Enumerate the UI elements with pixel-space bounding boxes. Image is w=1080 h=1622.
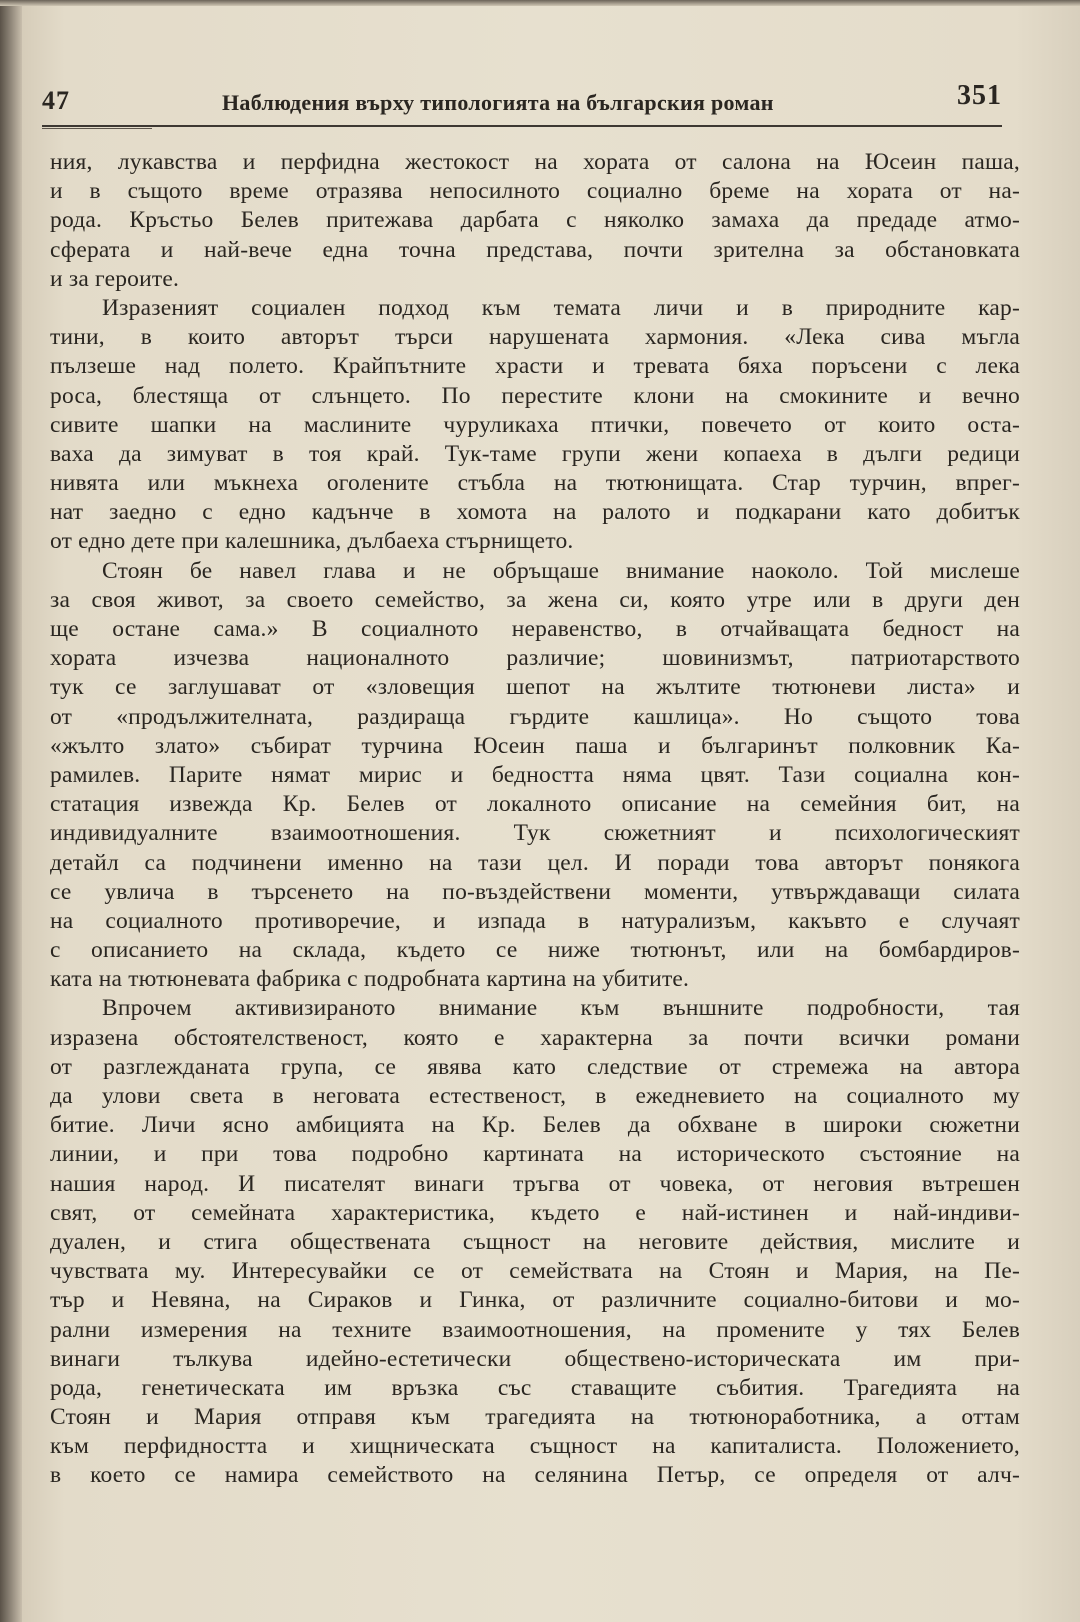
text-line: винаги тълкува идейно-естетически обществено-историческата им при- <box>50 1345 1020 1372</box>
text-line: нат заедно с едно кадънче в хомота на ралото и подкарани като добитък <box>50 499 1020 526</box>
text-line: рални измерения на техните взаимоотношения, на промените у тях Белев <box>50 1316 1020 1343</box>
page-number-left: 47 <box>42 86 70 115</box>
text-line: и за героите. <box>50 265 180 292</box>
text-line: към перфидността и хищническата същност на капиталиста. Положението, <box>50 1433 1020 1460</box>
text-line: «жълто злато» събират турчина Юсеин паша и българинът полковник Ка- <box>50 732 1020 759</box>
text-line: линии, и при това подробно картината на историческото състояние на <box>50 1141 1020 1168</box>
text-line: от едно дете при калешника, дълбаеха стърнището. <box>50 528 574 555</box>
text-line: за своя живот, за своето семейство, за жена си, която утре или в други ден <box>50 586 1020 613</box>
text-line: тук се заглушават от «зловещия шепот на жълтите тютюневи листа» и <box>50 674 1020 701</box>
text-line: индивидуалните взаимоотношения. Тук сюжетният и психологическият <box>50 820 1020 847</box>
text-line: детайл са подчинени именно на тази цел. И поради това авторът понякога <box>50 849 1020 876</box>
text-line: хората изчезва националното различие; шовинизмът, патриотарството <box>50 645 1020 672</box>
text-line: рода. Кръстьо Белев притежава дарбата с няколко замаха да предаде атмо- <box>50 207 1020 234</box>
text-line: ще остане сама.» В социалното неравенство, в отчайващата бедност на <box>50 616 1020 642</box>
text-line: рода, генетическата им връзка със ставащите събития. Трагедията на <box>50 1374 1020 1401</box>
text-line: ката на тютюневата фабрика с подробната картина на убитите. <box>50 966 690 993</box>
text-line: статация извежда Кр. Белев от локалното описание на семейния бит, на <box>50 791 1020 818</box>
text-line: тър и Невяна, на Сираков и Гинка, от различните социално-битови и мо- <box>50 1287 1020 1314</box>
header-rule-underline <box>42 128 152 129</box>
page-number-right: 351 <box>957 80 1002 111</box>
text-line: нивята или мъкнеха оголените стъбла на тютюнищата. Стар турчин, впрег- <box>50 470 1020 497</box>
text-line: изразена обстоятелственост, която е характерна за почти всички романи <box>50 1024 1020 1051</box>
text-line: от разглежданата група, се явява като следствие от стремежа на автора <box>50 1053 1020 1080</box>
text-line: нашия народ. И писателят винаги тръгва от човека, от неговия вътрешен <box>50 1170 1020 1197</box>
text-line: Изразеният социален подход към темата личи и в природните кар- <box>102 294 1020 321</box>
text-line: в което се намира семейството на селянина Петър, се определя от алч- <box>50 1462 1020 1489</box>
text-line: рамилев. Парите нямат мирис и бедността няма цвят. Тази социална кон- <box>50 761 1020 788</box>
text-line: Стоян бе навел глава и не обръщаше внимание наоколо. Той мислеше <box>102 557 1020 584</box>
text-line: битие. Личи ясно амбицията на Кр. Белев да обхване в широки сюжетни <box>50 1112 1020 1139</box>
book-spine-shadow <box>0 0 22 1622</box>
text-line: с описанието на склада, където се ниже тютюнът, или на бомбардиров- <box>50 937 1020 964</box>
text-line: ния, лукавства и перфидна жестокост на хората от салона на Юсеин паша, <box>50 149 1020 175</box>
text-line: Стоян и Мария отправя към трагедията на тютюноработника, а оттам <box>50 1404 1020 1431</box>
running-title: Наблюдения върху типологията на българския роман <box>222 90 774 115</box>
text-line: да улови света в неговата естественост, в ежедневието на социалното му <box>50 1083 1020 1109</box>
text-line: от «продължителната, раздираща гърдите кашлица». Но същото това <box>50 703 1020 730</box>
text-line: на социалното противоречие, и изпада в натурализъм, какъвто е случаят <box>50 907 1020 934</box>
text-line: роса, блестяща от слънцето. По перестите клони на смокините и вечно <box>50 382 1020 409</box>
text-line: и в същото време отразява непосилното социално бреме на хората от на- <box>50 178 1020 205</box>
text-line: сивите шапки на маслините чуруликаха птички, повечето от които оста- <box>50 411 1020 438</box>
text-line: свят, от семейната характеристика, където е най-истинен и най-индиви- <box>50 1199 1020 1226</box>
text-line: сферата и най-вече една точна представа, почти зрителна за обстановката <box>50 236 1020 263</box>
text-line: ваха да зимуват в тоя край. Тук-таме групи жени копаеха в дълги редици <box>50 440 1020 467</box>
page-header <box>42 78 1002 118</box>
body-text <box>50 148 1020 1491</box>
text-line: пълзеше над полето. Крайпътните храсти и тревата бяха поръсени с лека <box>50 353 1020 380</box>
text-line: се увлича в търсенето на по-въздействени моменти, утвърждаващи силата <box>50 878 1020 905</box>
text-line: дуален, и стига обществената същност на неговите действия, мислите и <box>50 1228 1020 1255</box>
text-line: Впрочем активизираното внимание към външните подробности, тая <box>102 995 1020 1022</box>
text-line: тини, в които авторът търси нарушената хармония. «Лека сива мъгла <box>50 324 1020 351</box>
text-line: чувствата му. Интересувайки се от семействата на Стоян и Мария, на Пе- <box>50 1258 1020 1285</box>
header-rule <box>42 125 1002 127</box>
page-top-edge <box>0 0 1080 6</box>
